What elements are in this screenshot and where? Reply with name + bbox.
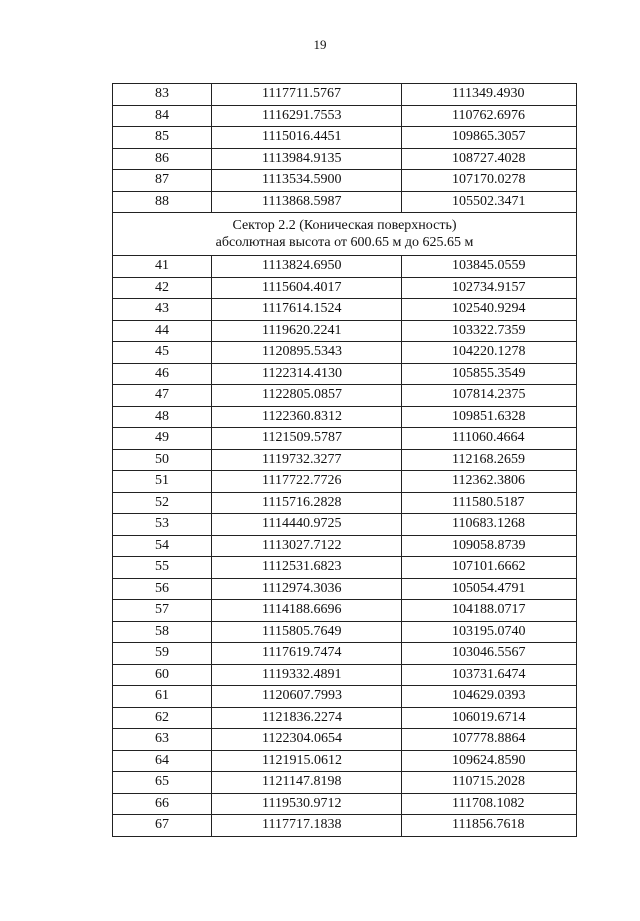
table-row — [113, 363, 577, 385]
point-number-cell: 58 — [113, 621, 212, 643]
y-coordinate-cell: 109624.8590 — [402, 750, 577, 772]
x-coordinate-cell: 1115016.4451 — [212, 127, 402, 149]
table-row — [113, 793, 577, 815]
table-row — [113, 621, 577, 643]
y-coordinate-cell: 109058.8739 — [402, 535, 577, 557]
table-row — [113, 557, 577, 579]
x-coordinate-cell: 1119620.2241 — [212, 320, 402, 342]
y-coordinate-cell: 111349.4930 — [402, 84, 577, 106]
table-row — [113, 772, 577, 794]
y-coordinate-cell: 104220.1278 — [402, 342, 577, 364]
table-row — [113, 385, 577, 407]
y-coordinate-cell: 105054.4791 — [402, 578, 577, 600]
section-header — [113, 213, 577, 256]
point-number-cell: 63 — [113, 729, 212, 751]
point-number-cell: 64 — [113, 750, 212, 772]
y-coordinate-cell: 105855.3549 — [402, 363, 577, 385]
x-coordinate-cell: 1122314.4130 — [212, 363, 402, 385]
coordinates-table — [112, 83, 577, 837]
x-coordinate-cell: 1122805.0857 — [212, 385, 402, 407]
x-coordinate-cell: 1113027.7122 — [212, 535, 402, 557]
y-coordinate-cell: 107778.8864 — [402, 729, 577, 751]
x-coordinate-cell: 1122304.0654 — [212, 729, 402, 751]
x-coordinate-cell: 1112974.3036 — [212, 578, 402, 600]
point-number-cell: 86 — [113, 148, 212, 170]
y-coordinate-cell: 108727.4028 — [402, 148, 577, 170]
point-number-cell: 59 — [113, 643, 212, 665]
x-coordinate-cell: 1113868.5987 — [212, 191, 402, 213]
table-row — [113, 578, 577, 600]
table-row — [113, 449, 577, 471]
table-row — [113, 428, 577, 450]
y-coordinate-cell: 109865.3057 — [402, 127, 577, 149]
y-coordinate-cell: 103046.5567 — [402, 643, 577, 665]
y-coordinate-cell: 107170.0278 — [402, 170, 577, 192]
point-number-cell: 61 — [113, 686, 212, 708]
y-coordinate-cell: 111580.5187 — [402, 492, 577, 514]
point-number-cell: 56 — [113, 578, 212, 600]
y-coordinate-cell: 110762.6976 — [402, 105, 577, 127]
x-coordinate-cell: 1114188.6696 — [212, 600, 402, 622]
x-coordinate-cell: 1117614.1524 — [212, 299, 402, 321]
x-coordinate-cell: 1119332.4891 — [212, 664, 402, 686]
point-number-cell: 47 — [113, 385, 212, 407]
y-coordinate-cell: 107101.6662 — [402, 557, 577, 579]
y-coordinate-cell: 103322.7359 — [402, 320, 577, 342]
table-body-top — [113, 84, 577, 213]
point-number-cell: 66 — [113, 793, 212, 815]
x-coordinate-cell: 1113534.5900 — [212, 170, 402, 192]
x-coordinate-cell: 1121147.8198 — [212, 772, 402, 794]
table-row — [113, 471, 577, 493]
point-number-cell: 88 — [113, 191, 212, 213]
x-coordinate-cell: 1115805.7649 — [212, 621, 402, 643]
table-row — [113, 406, 577, 428]
x-coordinate-cell: 1114440.9725 — [212, 514, 402, 536]
y-coordinate-cell: 110715.2028 — [402, 772, 577, 794]
y-coordinate-cell: 103731.6474 — [402, 664, 577, 686]
y-coordinate-cell: 106019.6714 — [402, 707, 577, 729]
point-number-cell: 46 — [113, 363, 212, 385]
point-number-cell: 57 — [113, 600, 212, 622]
table-row — [113, 277, 577, 299]
x-coordinate-cell: 1117722.7726 — [212, 471, 402, 493]
y-coordinate-cell: 109851.6328 — [402, 406, 577, 428]
point-number-cell: 84 — [113, 105, 212, 127]
section-title: Сектор 2.2 (Коническая поверхность) — [232, 218, 457, 233]
table-row — [113, 815, 577, 837]
y-coordinate-cell: 103195.0740 — [402, 621, 577, 643]
point-number-cell: 85 — [113, 127, 212, 149]
x-coordinate-cell: 1122360.8312 — [212, 406, 402, 428]
table-row — [113, 707, 577, 729]
point-number-cell: 43 — [113, 299, 212, 321]
table-row — [113, 492, 577, 514]
y-coordinate-cell: 102540.9294 — [402, 299, 577, 321]
table-row — [113, 148, 577, 170]
table-row — [113, 84, 577, 106]
x-coordinate-cell: 1113984.9135 — [212, 148, 402, 170]
point-number-cell: 42 — [113, 277, 212, 299]
point-number-cell: 52 — [113, 492, 212, 514]
table-row — [113, 729, 577, 751]
y-coordinate-cell: 104188.0717 — [402, 600, 577, 622]
y-coordinate-cell: 112362.3806 — [402, 471, 577, 493]
y-coordinate-cell: 105502.3471 — [402, 191, 577, 213]
table-body-bottom — [113, 256, 577, 837]
x-coordinate-cell: 1121915.0612 — [212, 750, 402, 772]
table-row — [113, 320, 577, 342]
table-row — [113, 170, 577, 192]
section-header-body — [113, 213, 577, 256]
x-coordinate-cell: 1113824.6950 — [212, 256, 402, 278]
x-coordinate-cell: 1117619.7474 — [212, 643, 402, 665]
x-coordinate-cell: 1115604.4017 — [212, 277, 402, 299]
point-number-cell: 60 — [113, 664, 212, 686]
table-row — [113, 191, 577, 213]
table-row — [113, 535, 577, 557]
point-number-cell: 48 — [113, 406, 212, 428]
x-coordinate-cell: 1121836.2274 — [212, 707, 402, 729]
x-coordinate-cell: 1121509.5787 — [212, 428, 402, 450]
y-coordinate-cell: 111856.7618 — [402, 815, 577, 837]
y-coordinate-cell: 103845.0559 — [402, 256, 577, 278]
point-number-cell: 65 — [113, 772, 212, 794]
table-row — [113, 256, 577, 278]
x-coordinate-cell: 1117717.1838 — [212, 815, 402, 837]
x-coordinate-cell: 1119530.9712 — [212, 793, 402, 815]
table-row — [113, 342, 577, 364]
x-coordinate-cell: 1119732.3277 — [212, 449, 402, 471]
table-row — [113, 600, 577, 622]
point-number-cell: 53 — [113, 514, 212, 536]
x-coordinate-cell: 1120895.5343 — [212, 342, 402, 364]
y-coordinate-cell: 111060.4664 — [402, 428, 577, 450]
table-row — [113, 686, 577, 708]
point-number-cell: 54 — [113, 535, 212, 557]
x-coordinate-cell: 1115716.2828 — [212, 492, 402, 514]
point-number-cell: 50 — [113, 449, 212, 471]
table-row — [113, 127, 577, 149]
point-number-cell: 83 — [113, 84, 212, 106]
point-number-cell: 41 — [113, 256, 212, 278]
point-number-cell: 62 — [113, 707, 212, 729]
y-coordinate-cell: 110683.1268 — [402, 514, 577, 536]
x-coordinate-cell: 1116291.7553 — [212, 105, 402, 127]
y-coordinate-cell: 102734.9157 — [402, 277, 577, 299]
point-number-cell: 67 — [113, 815, 212, 837]
point-number-cell: 49 — [113, 428, 212, 450]
page-number: 19 — [313, 37, 327, 52]
x-coordinate-cell: 1120607.7993 — [212, 686, 402, 708]
point-number-cell: 87 — [113, 170, 212, 192]
y-coordinate-cell: 112168.2659 — [402, 449, 577, 471]
table-row — [113, 514, 577, 536]
point-number-cell: 51 — [113, 471, 212, 493]
table-row — [113, 299, 577, 321]
point-number-cell: 44 — [113, 320, 212, 342]
x-coordinate-cell: 1112531.6823 — [212, 557, 402, 579]
section-header-row — [113, 213, 577, 256]
x-coordinate-cell: 1117711.5767 — [212, 84, 402, 106]
table-row — [113, 664, 577, 686]
table-row — [113, 750, 577, 772]
table-row — [113, 105, 577, 127]
y-coordinate-cell: 104629.0393 — [402, 686, 577, 708]
y-coordinate-cell: 111708.1082 — [402, 793, 577, 815]
point-number-cell: 55 — [113, 557, 212, 579]
table-row — [113, 643, 577, 665]
section-altitude: абсолютная высота от 600.65 м до 625.65 м — [215, 235, 474, 250]
point-number-cell: 45 — [113, 342, 212, 364]
y-coordinate-cell: 107814.2375 — [402, 385, 577, 407]
